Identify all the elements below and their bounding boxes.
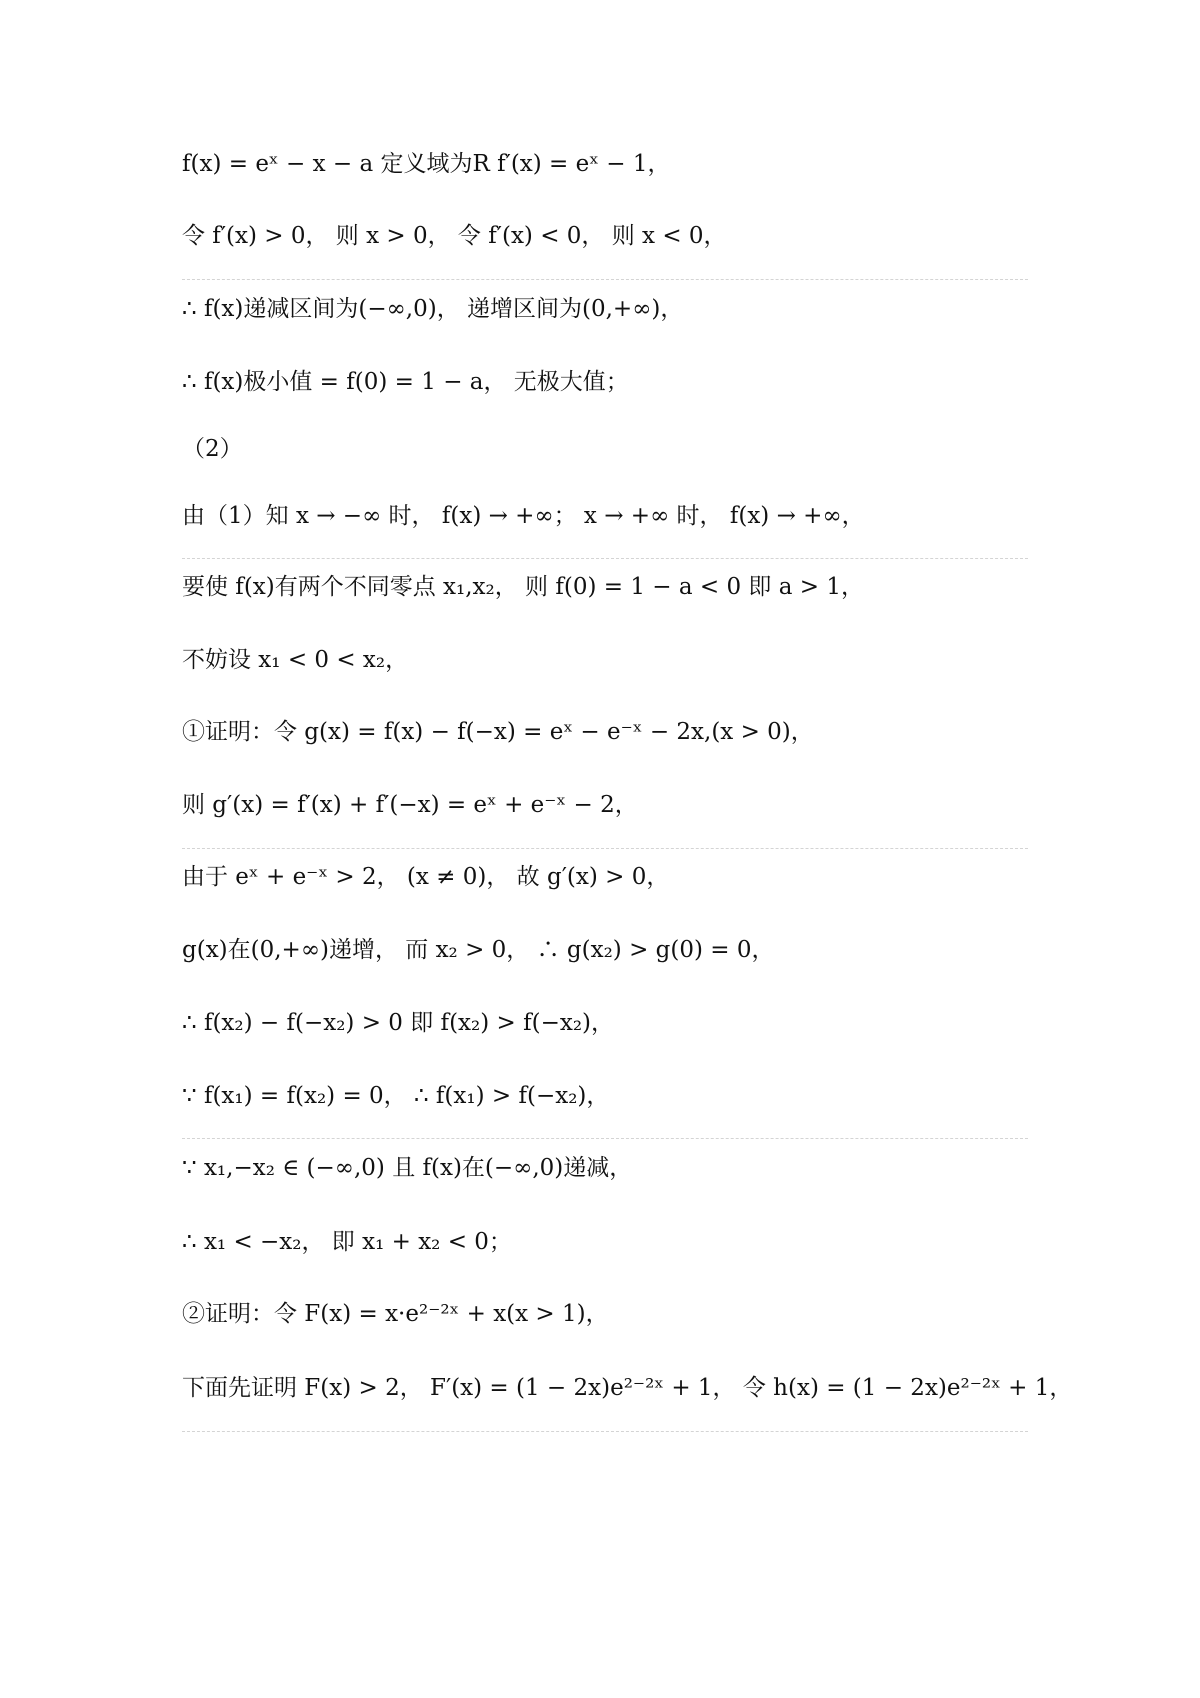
assumption-line: 不妨设 x₁ < 0 < x₂，	[182, 647, 409, 673]
sign-analysis-line: 令 f′(x) > 0， 则 x > 0， 令 f′(x) < 0， 则 x < 0，	[182, 223, 727, 249]
g-derivative-line: 则 g′(x) = f′(x) + f′(−x) = eˣ + e⁻ˣ − 2，	[182, 792, 638, 818]
limit-behavior-line: 由（1）知 x → −∞ 时， f(x) → +∞； x → +∞ 时， f(x) → +∞，	[182, 503, 865, 529]
dashed-divider	[182, 279, 1028, 280]
dashed-divider	[182, 1138, 1028, 1139]
dashed-divider	[182, 848, 1028, 849]
proof-two-definition-line: ②证明：令 F(x) = x·e²⁻²ˣ + x(x > 1)，	[182, 1301, 609, 1327]
part-two-heading: （2）	[182, 436, 243, 462]
g-increasing-line: g(x)在(0,+∞)递增， 而 x₂ > 0， ∴ g(x₂) > g(0) = 0，	[182, 937, 775, 963]
two-zeros-condition-line: 要使 f(x)有两个不同零点 x₁,x₂， 则 f(0) = 1 − a < 0 即 a > 1，	[182, 574, 864, 600]
proof-one-definition-line: ①证明：令 g(x) = f(x) − f(−x) = eˣ − e⁻ˣ − 2x,(x > 0)，	[182, 719, 814, 745]
f-comparison-line: ∵ f(x₁) = f(x₂) = 0， ∴ f(x₁) > f(−x₂)，	[182, 1083, 610, 1109]
extreme-value-line: ∴ f(x)极小值 = f(0) = 1 − a， 无极大值；	[182, 369, 629, 395]
monotonic-interval-line: ∴ f(x)递减区间为(−∞,0)， 递增区间为(0,+∞)，	[182, 296, 684, 322]
conclusion-one-line: ∴ x₁ < −x₂， 即 x₁ + x₂ < 0；	[182, 1229, 512, 1255]
F-derivative-line: 下面先证明 F(x) > 2， F′(x) = (1 − 2x)e²⁻²ˣ + 1， 令 h(x) = (1 − 2x)e²⁻²ˣ + 1，	[182, 1375, 1073, 1401]
inequality-line: 由于 eˣ + e⁻ˣ > 2， (x ≠ 0)， 故 g′(x) > 0，	[182, 864, 670, 890]
f-difference-line: ∴ f(x₂) − f(−x₂) > 0 即 f(x₂) > f(−x₂)，	[182, 1010, 615, 1036]
decreasing-interval-line: ∵ x₁,−x₂ ∈ (−∞,0) 且 f(x)在(−∞,0)递减，	[182, 1155, 633, 1181]
dashed-divider	[182, 1431, 1028, 1432]
dashed-divider	[182, 558, 1028, 559]
domain-and-derivative-line: f(x) = eˣ − x − a 定义域为R f′(x) = eˣ − 1，	[182, 151, 671, 177]
